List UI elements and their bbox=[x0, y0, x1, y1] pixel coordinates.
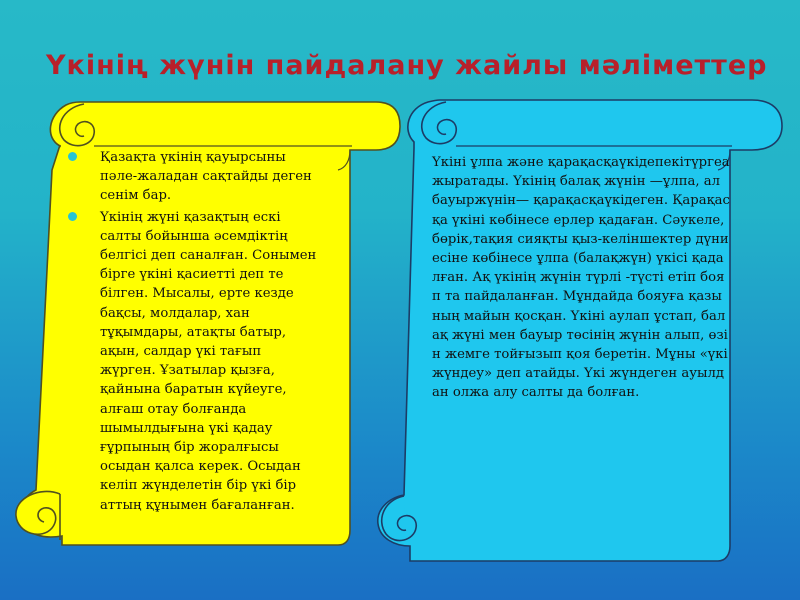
left-bullet-text: Үкінің жүні қазақтың ескі салты бойынша әсемдіктің белгісі деп саналған. Сонымен бірге үкіні қасиетті деп те білген. Мысалы, ерте кезде бақсы, молдалар, хан тұқымдары, атақты батыр, ақын, салдар үкі тағып жүрген. Ұзатылар қызға, қайнына баратын күйеуге, алғаш отау болғанда шымылдығына үкі қадау ғұрпының бір жоралғысы осыдан қалса керек. Осыдан келіп жүнделетін бір үкі бір аттың құнымен бағаланған. bbox=[100, 209, 317, 513]
left-bullet-list bbox=[68, 148, 318, 515]
slide-title: Үкінің жүнін пайдалану жайлы мәліметтер bbox=[46, 50, 768, 81]
left-panel-text bbox=[68, 148, 318, 517]
bullet-icon bbox=[68, 152, 77, 161]
left-bullet-item bbox=[68, 208, 318, 515]
left-bullet-item bbox=[68, 148, 318, 206]
right-panel-text: Үкіні ұлпа және қарақасқаүкідепекітүргеажыратады. Үкінің балақ жүнін —ұлпа, ал бауыржүнін— қарақасқаүкідеген. Қарақасқа үкіні көбінесе ерлер қадаған. Сәукеле,бөрік,тақия сияқты қыз-келіншектер дүниесіне көбінесе ұлпа (балақжүн) үкісі қадалған. Ақ үкінің жүнін түрлі -түсті етіп бояп та пайдаланған. Мұндайда бояуға қазының майын қосқан. Үкіні аулап ұстап, балақ жүні мен бауыр төсінің жүнін алып, өзін жемге тойғызып қоя беретін. Мұны «үкіжүндеу» деп атайды. Үкі жүндеген ауылдан олжа алу салты да болған. bbox=[432, 155, 730, 401]
left-bullet-text: Қазақта үкінің қауырсыны пәле-жаладан сақтайды деген сенім бар. bbox=[100, 150, 312, 204]
bullet-icon bbox=[68, 212, 77, 221]
